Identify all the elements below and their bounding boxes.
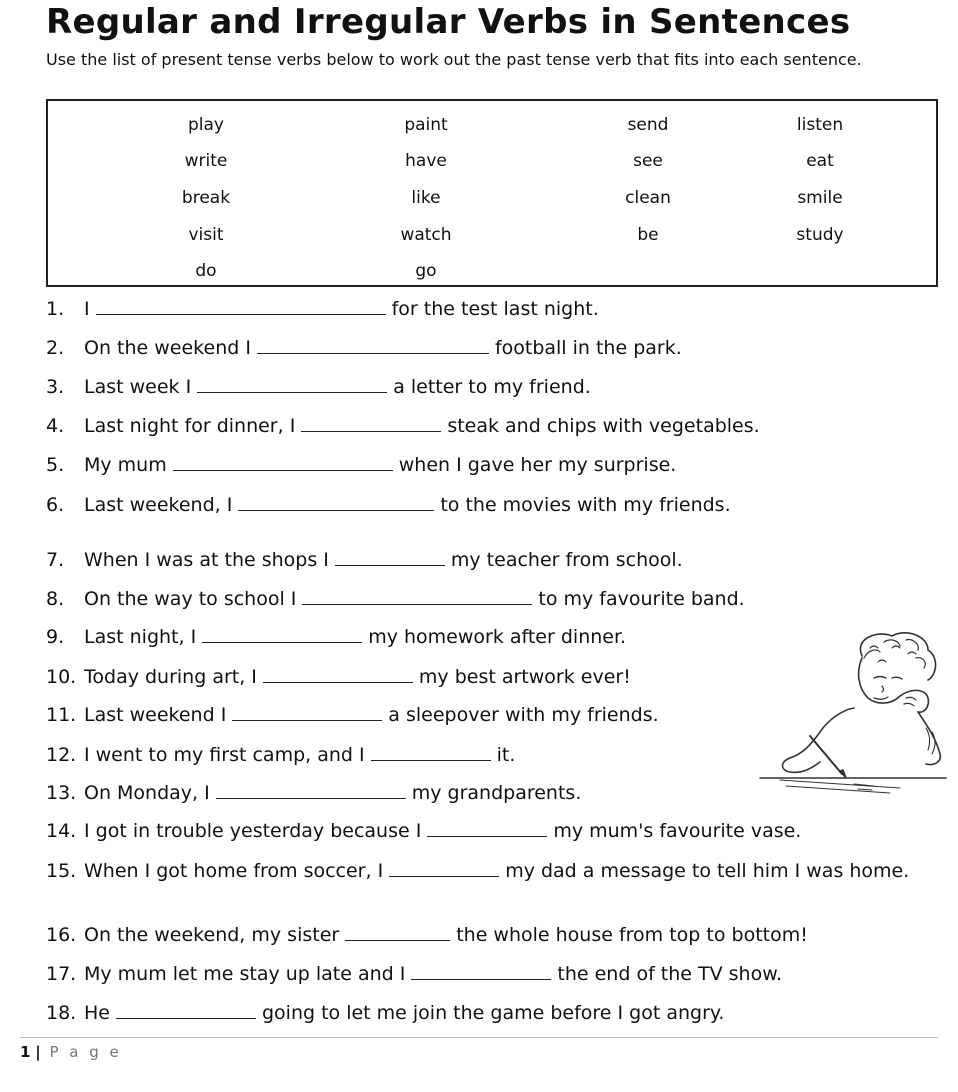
question-text-after: football in the park.	[494, 337, 682, 359]
question-text-before: Last night, I	[84, 626, 197, 648]
question-text-after: to my favourite band.	[538, 588, 745, 610]
question	[46, 337, 682, 359]
question-number: 5.	[46, 454, 65, 476]
answer-blank[interactable]	[301, 430, 441, 432]
answer-blank[interactable]	[427, 835, 547, 837]
question	[46, 924, 808, 946]
verb-item: go	[415, 261, 437, 281]
question-text-after: my mum's favourite vase.	[553, 820, 802, 842]
question	[46, 858, 946, 884]
answer-blank[interactable]	[263, 681, 413, 683]
question	[46, 626, 626, 648]
question	[46, 549, 683, 571]
question-text-after: going to let me join the game before I got angry.	[261, 1002, 725, 1024]
answer-blank[interactable]	[116, 1017, 256, 1019]
question-text-before: On the weekend I	[84, 337, 251, 359]
question-text-before: My mum	[84, 454, 167, 476]
question-text-before: Last weekend, I	[84, 494, 233, 516]
question-number: 18.	[46, 1002, 77, 1024]
question	[46, 454, 676, 476]
verb-item: write	[184, 151, 228, 171]
question-text-before: Last week I	[84, 376, 192, 398]
worksheet-title: Regular and Irregular Verbs in Sentences	[46, 2, 851, 42]
verb-item: play	[188, 115, 224, 135]
question-text-after: my grandparents.	[411, 782, 582, 804]
question-text-after: my dad a message to tell him I was home.	[505, 860, 910, 882]
question	[46, 744, 515, 766]
question-text-after: my best artwork ever!	[418, 666, 631, 688]
answer-blank[interactable]	[173, 469, 393, 471]
question-text-after: the end of the TV show.	[557, 963, 783, 985]
question-text-before: I went to my first camp, and I	[84, 744, 365, 766]
verb-item: listen	[796, 115, 844, 135]
answer-blank[interactable]	[96, 313, 386, 315]
verb-list-box	[46, 99, 938, 287]
question	[46, 820, 801, 842]
answer-blank[interactable]	[257, 352, 489, 354]
question-number: 11.	[46, 704, 77, 726]
question-number: 2.	[46, 337, 65, 359]
verb-item: have	[405, 151, 447, 171]
question-text-after: to the movies with my friends.	[440, 494, 731, 516]
answer-blank[interactable]	[371, 759, 491, 761]
question-text-before: On the weekend, my sister	[84, 924, 340, 946]
verb-item: watch	[400, 225, 452, 245]
question-text-before: My mum let me stay up late and I	[84, 963, 406, 985]
question-text-before: I got in trouble yesterday because I	[84, 820, 422, 842]
question-number: 9.	[46, 626, 65, 648]
question-text-after: my homework after dinner.	[368, 626, 627, 648]
question-number: 13.	[46, 782, 77, 804]
question-text-after: for the test last night.	[391, 298, 599, 320]
verb-item: eat	[806, 151, 834, 171]
question-number: 3.	[46, 376, 65, 398]
footer-separator: |	[35, 1043, 41, 1061]
verb-item: send	[627, 115, 669, 135]
verb-item: paint	[404, 115, 448, 135]
question-text-before: I	[84, 298, 90, 320]
verb-item: do	[195, 261, 217, 281]
question-text-after: when I gave her my surprise.	[398, 454, 677, 476]
question	[46, 376, 591, 398]
question	[46, 298, 599, 320]
verb-item: study	[796, 225, 844, 245]
page-number: 1	[20, 1043, 31, 1061]
question-number: 1.	[46, 298, 65, 320]
question-text-before: Last weekend I	[84, 704, 227, 726]
instructions: Use the list of present tense verbs below to work out the past tense verb that fits into each sentence.	[46, 50, 862, 69]
question-number: 15.	[46, 860, 77, 882]
answer-blank[interactable]	[345, 939, 450, 941]
question	[46, 666, 631, 688]
verb-item: clean	[625, 188, 671, 208]
page-label: P a g e	[49, 1043, 122, 1061]
question	[46, 588, 745, 610]
verb-item: like	[411, 188, 441, 208]
question-number: 12.	[46, 744, 77, 766]
verb-item: visit	[188, 225, 224, 245]
question	[46, 704, 659, 726]
answer-blank[interactable]	[335, 564, 445, 566]
question-text-after: a sleepover with my friends.	[388, 704, 659, 726]
question-number: 7.	[46, 549, 65, 571]
question-text-after: it.	[496, 744, 516, 766]
question	[46, 1002, 724, 1024]
question-text-after: my teacher from school.	[450, 549, 683, 571]
question	[46, 415, 760, 437]
question-number: 14.	[46, 820, 77, 842]
question	[46, 782, 581, 804]
answer-blank[interactable]	[232, 719, 382, 721]
page-footer	[20, 1043, 122, 1061]
question	[46, 494, 731, 516]
answer-blank[interactable]	[202, 641, 362, 643]
footer-divider	[20, 1037, 938, 1038]
answer-blank[interactable]	[216, 797, 406, 799]
question-text-before: On the way to school I	[84, 588, 297, 610]
answer-blank[interactable]	[238, 509, 434, 511]
question-number: 17.	[46, 963, 77, 985]
answer-blank[interactable]	[197, 391, 387, 393]
question-text-before: On Monday, I	[84, 782, 210, 804]
question-text-before: He	[84, 1002, 110, 1024]
question-text-before: When I got home from soccer, I	[84, 860, 384, 882]
child-writing-illustration	[750, 628, 950, 798]
question-text-after: steak and chips with vegetables.	[447, 415, 760, 437]
verb-item: be	[637, 225, 659, 245]
answer-blank[interactable]	[389, 875, 499, 877]
question-text-before: Last night for dinner, I	[84, 415, 296, 437]
question-number: 16.	[46, 924, 77, 946]
verb-item: smile	[797, 188, 843, 208]
question-number: 10.	[46, 666, 77, 688]
question-text-before: When I was at the shops I	[84, 549, 329, 571]
question-number: 8.	[46, 588, 65, 610]
question-text-after: the whole house from top to bottom!	[456, 924, 808, 946]
answer-blank[interactable]	[302, 603, 532, 605]
question	[46, 963, 782, 985]
answer-blank[interactable]	[411, 978, 551, 980]
question-number: 4.	[46, 415, 65, 437]
verb-item: see	[633, 151, 663, 171]
question-text-before: Today during art, I	[84, 666, 257, 688]
question-number: 6.	[46, 494, 65, 516]
verb-item: break	[181, 188, 231, 208]
question-text-after: a letter to my friend.	[393, 376, 591, 398]
